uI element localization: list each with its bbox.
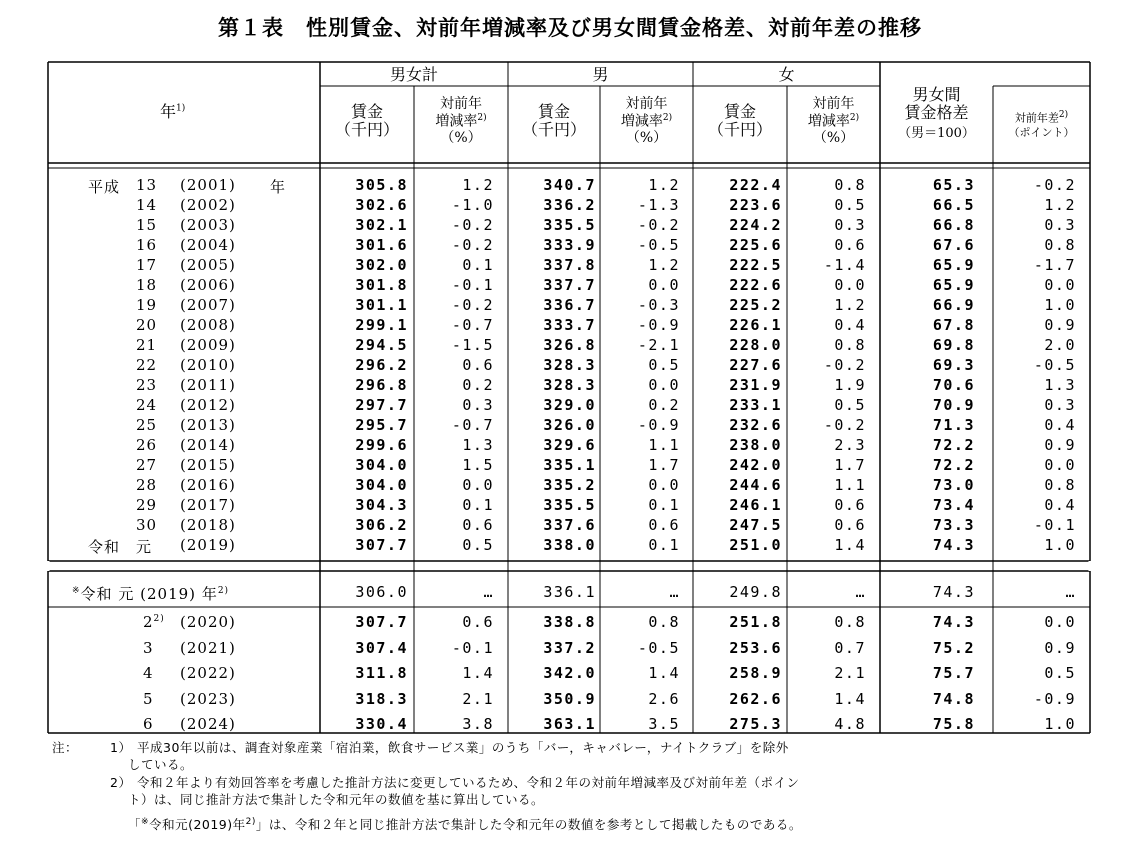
header-wage-female: 賃金 （千円） <box>707 102 772 140</box>
cell-rate-total: -0.2 <box>451 236 494 254</box>
header-rate-total: 対前年 増減率$^{2)}$ （%） <box>435 96 487 147</box>
cell-rate-male: … <box>669 583 680 601</box>
cell-gap: 71.3 <box>932 416 975 434</box>
cell-wage-male: 337.6 <box>543 516 596 534</box>
row-year-western: (2010) <box>180 356 236 374</box>
cell-rate-female: 0.0 <box>834 276 866 294</box>
row-year-western: (2012) <box>180 396 236 414</box>
row-year-number: 25 <box>136 416 158 434</box>
cell-wage-male: 336.1 <box>543 583 596 601</box>
cell-wage-male: 340.7 <box>543 176 596 194</box>
cell-wage-total: 294.5 <box>355 336 408 354</box>
cell-wage-male: 335.5 <box>543 216 596 234</box>
cell-wage-total: 318.3 <box>355 689 408 708</box>
cell-diff: 0.0 <box>1044 276 1076 294</box>
cell-wage-female: 225.2 <box>729 296 782 314</box>
cell-wage-female: 225.6 <box>729 236 782 254</box>
cell-gap: 74.3 <box>932 613 975 631</box>
cell-wage-male: 333.9 <box>543 236 596 254</box>
cell-wage-male: 326.8 <box>543 336 596 354</box>
cell-rate-male: -2.1 <box>637 336 680 354</box>
cell-rate-female: 2.1 <box>834 664 866 682</box>
note-1-number: 1） <box>110 740 132 755</box>
row-year-number: 6 <box>143 715 154 733</box>
cell-rate-male: 0.2 <box>648 396 680 414</box>
cell-wage-total: 301.1 <box>355 296 408 314</box>
page-title: 第１表 性別賃金、対前年増減率及び男女間賃金格差、対前年差の推移 <box>218 16 922 40</box>
note-3: 「※令和元(2019)年$^{2)}$」は、令和２年と同じ推計方法で集計した令和元年の数値を参考として掲載したものである。 <box>128 816 802 832</box>
row-year-number: 4 <box>143 664 154 682</box>
cell-diff: … <box>1065 583 1076 601</box>
cell-rate-male: 1.2 <box>648 256 680 274</box>
cell-rate-male: 2.6 <box>648 689 680 708</box>
cell-rate-female: 4.8 <box>834 715 866 733</box>
cell-wage-female: 251.0 <box>729 536 782 554</box>
cell-gap: 65.9 <box>932 276 975 294</box>
cell-wage-total: 296.2 <box>355 356 408 374</box>
row-year-number: 元 <box>136 538 153 556</box>
cell-wage-male: 326.0 <box>543 416 596 434</box>
cell-wage-total: 302.6 <box>355 196 408 214</box>
cell-wage-female: 262.6 <box>729 689 782 708</box>
cell-rate-male: 1.1 <box>648 436 680 454</box>
cell-diff: 1.2 <box>1044 196 1076 214</box>
row-year-number: 29 <box>136 496 158 514</box>
cell-wage-female: 238.0 <box>729 436 782 454</box>
cell-gap: 65.9 <box>932 256 975 274</box>
cell-rate-male: 0.8 <box>648 613 680 631</box>
cell-diff: 0.9 <box>1044 436 1076 454</box>
row-year-western: (2022) <box>180 664 236 682</box>
cell-wage-female: 231.9 <box>729 376 782 394</box>
cell-diff: 0.4 <box>1044 496 1076 514</box>
cell-rate-total: 0.0 <box>462 476 494 494</box>
cell-rate-female: 0.8 <box>834 613 866 631</box>
notes-label: 注： <box>52 740 79 755</box>
cell-gap: 67.8 <box>932 316 975 334</box>
cell-rate-total: 1.5 <box>462 456 494 474</box>
cell-gap: 73.0 <box>932 476 975 494</box>
row-year-number: 28 <box>136 476 158 494</box>
header-wage-total: 賃金 （千円） <box>334 102 399 140</box>
row-year-western: (2003) <box>180 216 236 234</box>
cell-rate-female: 0.8 <box>834 176 866 194</box>
cell-rate-male: 1.4 <box>648 664 680 682</box>
cell-wage-male: 337.2 <box>543 638 596 657</box>
note-2-line-1: 令和２年より有効回答率を考慮した推計方法に変更しているため、令和２年の対前年増減率及び対前年差（ポイン <box>137 775 800 790</box>
cell-rate-total: 3.8 <box>462 715 494 733</box>
cell-wage-female: 222.4 <box>729 176 782 194</box>
cell-rate-total: 1.4 <box>462 664 494 682</box>
cell-wage-male: 336.7 <box>543 296 596 314</box>
cell-wage-female: 244.6 <box>729 476 782 494</box>
row-year-number: 19 <box>136 296 158 314</box>
cell-rate-male: -0.2 <box>637 216 680 234</box>
row-year-number: 2$^{2)}$ <box>143 613 165 631</box>
cell-gap: 66.9 <box>932 296 975 314</box>
row-year-western: (2007) <box>180 296 236 314</box>
cell-wage-total: 304.0 <box>355 476 408 494</box>
cell-rate-female: 0.6 <box>834 516 866 534</box>
cell-wage-total: 299.6 <box>355 436 408 454</box>
cell-rate-male: 0.0 <box>648 476 680 494</box>
cell-wage-female: 242.0 <box>729 456 782 474</box>
cell-wage-female: 223.6 <box>729 196 782 214</box>
cell-wage-total: 297.7 <box>355 396 408 414</box>
header-rate-male: 対前年 増減率$^{2)}$ （%） <box>620 96 673 147</box>
cell-rate-female: 1.2 <box>834 296 866 314</box>
cell-wage-total: 301.6 <box>355 236 408 254</box>
cell-diff: -0.2 <box>1033 176 1076 194</box>
cell-rate-female: 1.4 <box>834 689 866 708</box>
cell-gap: 74.8 <box>932 689 975 708</box>
cell-rate-male: 1.7 <box>648 456 680 474</box>
cell-diff: 0.9 <box>1044 316 1076 334</box>
row-year-number: 21 <box>136 336 158 354</box>
cell-wage-male: 337.8 <box>543 256 596 274</box>
cell-wage-female: 224.2 <box>729 216 782 234</box>
cell-gap: 69.8 <box>932 336 975 354</box>
note-2-number: 2） <box>110 775 132 790</box>
row-year-western: (2015) <box>180 456 236 474</box>
cell-wage-total: 305.8 <box>355 176 408 194</box>
cell-rate-female: 0.5 <box>834 396 866 414</box>
cell-wage-female: 222.6 <box>729 276 782 294</box>
row-year-western: (2001) <box>180 176 236 194</box>
header-diff: 対前年差$^{2)}$ （ポイント） <box>1008 110 1075 139</box>
row-year-number: 5 <box>143 689 154 708</box>
cell-wage-female: 275.3 <box>729 715 782 733</box>
row-year-number: 27 <box>136 456 158 474</box>
cell-gap: 75.2 <box>932 638 975 657</box>
cell-wage-female: 258.9 <box>729 664 782 682</box>
row-year-western: (2024) <box>180 715 236 733</box>
cell-wage-male: 329.6 <box>543 436 596 454</box>
cell-rate-female: -0.2 <box>823 356 866 374</box>
cell-wage-male: 337.7 <box>543 276 596 294</box>
cell-wage-total: 299.1 <box>355 316 408 334</box>
cell-rate-male: 3.5 <box>648 715 680 733</box>
row-year-number: 14 <box>136 196 158 214</box>
row-year-number: 24 <box>136 396 158 414</box>
cell-wage-female: 251.8 <box>729 613 782 631</box>
cell-rate-female: 0.4 <box>834 316 866 334</box>
cell-rate-female: 0.3 <box>834 216 866 234</box>
cell-diff: -0.9 <box>1033 689 1076 708</box>
cell-rate-total: 0.6 <box>462 613 494 631</box>
cell-rate-female: -0.2 <box>823 416 866 434</box>
cell-gap: 72.2 <box>932 436 975 454</box>
row-year-western: (2005) <box>180 256 236 274</box>
cell-wage-total: 306.2 <box>355 516 408 534</box>
row-year-western: (2002) <box>180 196 236 214</box>
cell-rate-female: 2.3 <box>834 436 866 454</box>
group-male: 男 <box>592 65 609 84</box>
cell-rate-male: 0.1 <box>648 536 680 554</box>
cell-wage-female: 232.6 <box>729 416 782 434</box>
cell-rate-total: 0.1 <box>462 256 494 274</box>
row-year-western: (2011) <box>180 376 236 394</box>
row-year-number: 17 <box>136 256 158 274</box>
cell-wage-total: 307.4 <box>355 638 408 657</box>
cell-gap: 73.4 <box>932 496 975 514</box>
header-rate-female: 対前年 増減率$^{2)}$ （%） <box>807 96 860 147</box>
row-year-western: (2020) <box>180 613 236 631</box>
row-year-number: 18 <box>136 276 158 294</box>
cell-rate-female: 1.1 <box>834 476 866 494</box>
cell-wage-total: 302.1 <box>355 216 408 234</box>
group-total: 男女計 <box>389 65 438 84</box>
cell-diff: 0.8 <box>1044 236 1076 254</box>
cell-wage-male: 335.2 <box>543 476 596 494</box>
header-gap: 男女間 賃金格差 （男＝100） <box>898 85 975 141</box>
cell-rate-female: 0.5 <box>834 196 866 214</box>
cell-rate-total: 0.2 <box>462 376 494 394</box>
row-year-western: (2017) <box>180 496 236 514</box>
cell-rate-male: 0.0 <box>648 376 680 394</box>
cell-rate-total: -0.1 <box>451 276 494 294</box>
cell-rate-male: 1.2 <box>648 176 680 194</box>
cell-rate-total: -0.1 <box>451 638 494 657</box>
row-year-number: 13 <box>136 176 158 194</box>
cell-wage-male: 338.8 <box>543 613 596 631</box>
row-year-western: (2023) <box>180 689 236 708</box>
note-2-line-2: ト）は、同じ推計方法で集計した令和元年の数値を基に算出している。 <box>128 792 545 807</box>
cell-rate-total: 0.1 <box>462 496 494 514</box>
cell-gap: 70.6 <box>932 376 975 394</box>
cell-wage-male: 328.3 <box>543 376 596 394</box>
cell-gap: 74.3 <box>932 536 975 554</box>
cell-rate-total: -0.2 <box>451 216 494 234</box>
cell-rate-female: 1.9 <box>834 376 866 394</box>
cell-rate-total: 0.6 <box>462 356 494 374</box>
cell-rate-total: -0.7 <box>451 316 494 334</box>
cell-diff: 1.0 <box>1044 296 1076 314</box>
cell-diff: 2.0 <box>1044 336 1076 354</box>
cell-rate-male: -0.5 <box>637 638 680 657</box>
cell-rate-total: -1.5 <box>451 336 494 354</box>
cell-wage-total: 301.8 <box>355 276 408 294</box>
cell-wage-total: 307.7 <box>355 613 408 631</box>
cell-diff: -0.1 <box>1033 516 1076 534</box>
cell-rate-male: -0.9 <box>637 416 680 434</box>
cell-rate-female: 0.7 <box>834 638 866 657</box>
cell-rate-male: 0.6 <box>648 516 680 534</box>
cell-rate-male: -0.5 <box>637 236 680 254</box>
cell-rate-male: 0.1 <box>648 496 680 514</box>
cell-wage-female: 222.5 <box>729 256 782 274</box>
cell-rate-total: 1.2 <box>462 176 494 194</box>
cell-wage-female: 233.1 <box>729 396 782 414</box>
note-1-line-2: している。 <box>128 757 194 772</box>
cell-gap: 73.3 <box>932 516 975 534</box>
cell-rate-female: 1.7 <box>834 456 866 474</box>
cell-rate-total: 1.3 <box>462 436 494 454</box>
row-year-western: (2008) <box>180 316 236 334</box>
row-year-number: 15 <box>136 216 158 234</box>
row-year-number: 16 <box>136 236 158 254</box>
cell-diff: 0.3 <box>1044 396 1076 414</box>
cell-rate-male: 0.5 <box>648 356 680 374</box>
cell-wage-female: 228.0 <box>729 336 782 354</box>
cell-diff: 0.4 <box>1044 416 1076 434</box>
cell-wage-female: 227.6 <box>729 356 782 374</box>
cell-rate-male: -0.9 <box>637 316 680 334</box>
row-year-number: 30 <box>136 516 158 534</box>
cell-rate-male: -0.3 <box>637 296 680 314</box>
cell-diff: 0.9 <box>1044 638 1076 657</box>
row-era: 令和 <box>88 538 121 556</box>
cell-gap: 70.9 <box>932 396 975 414</box>
cell-diff: 0.0 <box>1044 456 1076 474</box>
cell-diff: 0.3 <box>1044 216 1076 234</box>
cell-wage-male: 336.2 <box>543 196 596 214</box>
cell-wage-male: 328.3 <box>543 356 596 374</box>
cell-wage-total: 302.0 <box>355 256 408 274</box>
row-year-western: (2009) <box>180 336 236 354</box>
cell-rate-total: -1.0 <box>451 196 494 214</box>
cell-rate-total: 0.5 <box>462 536 494 554</box>
cell-diff: 1.3 <box>1044 376 1076 394</box>
row-year-number: 23 <box>136 376 158 394</box>
row-year-number: 20 <box>136 316 158 334</box>
cell-wage-male: 333.7 <box>543 316 596 334</box>
cell-diff: 0.5 <box>1044 664 1076 682</box>
cell-wage-total: 307.7 <box>355 536 408 554</box>
row-year-western: (2016) <box>180 476 236 494</box>
row-year-western: (2014) <box>180 436 236 454</box>
cell-wage-male: 335.1 <box>543 456 596 474</box>
cell-wage-male: 335.5 <box>543 496 596 514</box>
cell-wage-female: 249.8 <box>729 583 782 601</box>
row-year-western: (2006) <box>180 276 236 294</box>
cell-diff: -0.5 <box>1033 356 1076 374</box>
row-era: 平成 <box>88 178 121 196</box>
cell-diff: 0.8 <box>1044 476 1076 494</box>
cell-diff: 0.0 <box>1044 613 1076 631</box>
cell-rate-male: 0.0 <box>648 276 680 294</box>
row-year-western: (2019) <box>180 536 236 554</box>
row-year-western: (2013) <box>180 416 236 434</box>
cell-wage-female: 253.6 <box>729 638 782 657</box>
cell-diff: 1.0 <box>1044 536 1076 554</box>
cell-rate-total: -0.2 <box>451 296 494 314</box>
cell-wage-total: 306.0 <box>355 583 408 601</box>
note-1-line-1: 平成30年以前は、調査対象産業「宿泊業，飲食サービス業」のうち「バー，キャバレー，ナイトクラブ」を除外 <box>137 740 789 755</box>
cell-wage-total: 295.7 <box>355 416 408 434</box>
cell-wage-male: 350.9 <box>543 689 596 708</box>
row-year-western: (2021) <box>180 638 236 657</box>
cell-rate-female: … <box>855 583 866 601</box>
cell-gap: 66.5 <box>932 196 975 214</box>
cell-wage-female: 226.1 <box>729 316 782 334</box>
cell-gap: 65.3 <box>932 176 975 194</box>
cell-rate-male: -1.3 <box>637 196 680 214</box>
cell-wage-male: 329.0 <box>543 396 596 414</box>
cell-wage-male: 342.0 <box>543 664 596 682</box>
cell-rate-total: 0.3 <box>462 396 494 414</box>
cell-wage-male: 363.1 <box>543 715 596 733</box>
cell-rate-total: -0.7 <box>451 416 494 434</box>
cell-rate-female: 0.6 <box>834 496 866 514</box>
header-wage-male: 賃金 （千円） <box>521 102 586 140</box>
cell-rate-female: 0.8 <box>834 336 866 354</box>
ref-row-label: ※令和 元 (2019) 年$^{2)}$ <box>72 585 230 603</box>
row-year-number: 3 <box>143 638 154 657</box>
cell-gap: 72.2 <box>932 456 975 474</box>
cell-gap: 66.8 <box>932 216 975 234</box>
cell-rate-total: … <box>483 583 494 601</box>
cell-wage-male: 338.0 <box>543 536 596 554</box>
cell-rate-female: 0.6 <box>834 236 866 254</box>
cell-gap: 75.7 <box>932 664 975 682</box>
cell-wage-female: 246.1 <box>729 496 782 514</box>
cell-diff: 1.0 <box>1044 715 1076 733</box>
row-year-western: (2004) <box>180 236 236 254</box>
cell-rate-female: 1.4 <box>834 536 866 554</box>
cell-wage-female: 247.5 <box>729 516 782 534</box>
cell-wage-total: 330.4 <box>355 715 408 733</box>
cell-rate-total: 2.1 <box>462 689 494 708</box>
cell-wage-total: 296.8 <box>355 376 408 394</box>
row-year-number: 26 <box>136 436 158 454</box>
cell-rate-female: -1.4 <box>823 256 866 274</box>
row-year-suffix: 年 <box>270 178 287 196</box>
cell-diff: -1.7 <box>1033 256 1076 274</box>
cell-wage-total: 311.8 <box>355 664 408 682</box>
row-year-western: (2018) <box>180 516 236 534</box>
group-female: 女 <box>778 65 795 84</box>
cell-gap: 67.6 <box>932 236 975 254</box>
cell-gap: 74.3 <box>932 583 975 601</box>
cell-wage-total: 304.3 <box>355 496 408 514</box>
header-year: 年$^{1)}$ <box>160 102 186 121</box>
cell-rate-total: 0.6 <box>462 516 494 534</box>
row-year-number: 22 <box>136 356 158 374</box>
cell-gap: 75.8 <box>932 715 975 733</box>
cell-wage-total: 304.0 <box>355 456 408 474</box>
cell-gap: 69.3 <box>932 356 975 374</box>
